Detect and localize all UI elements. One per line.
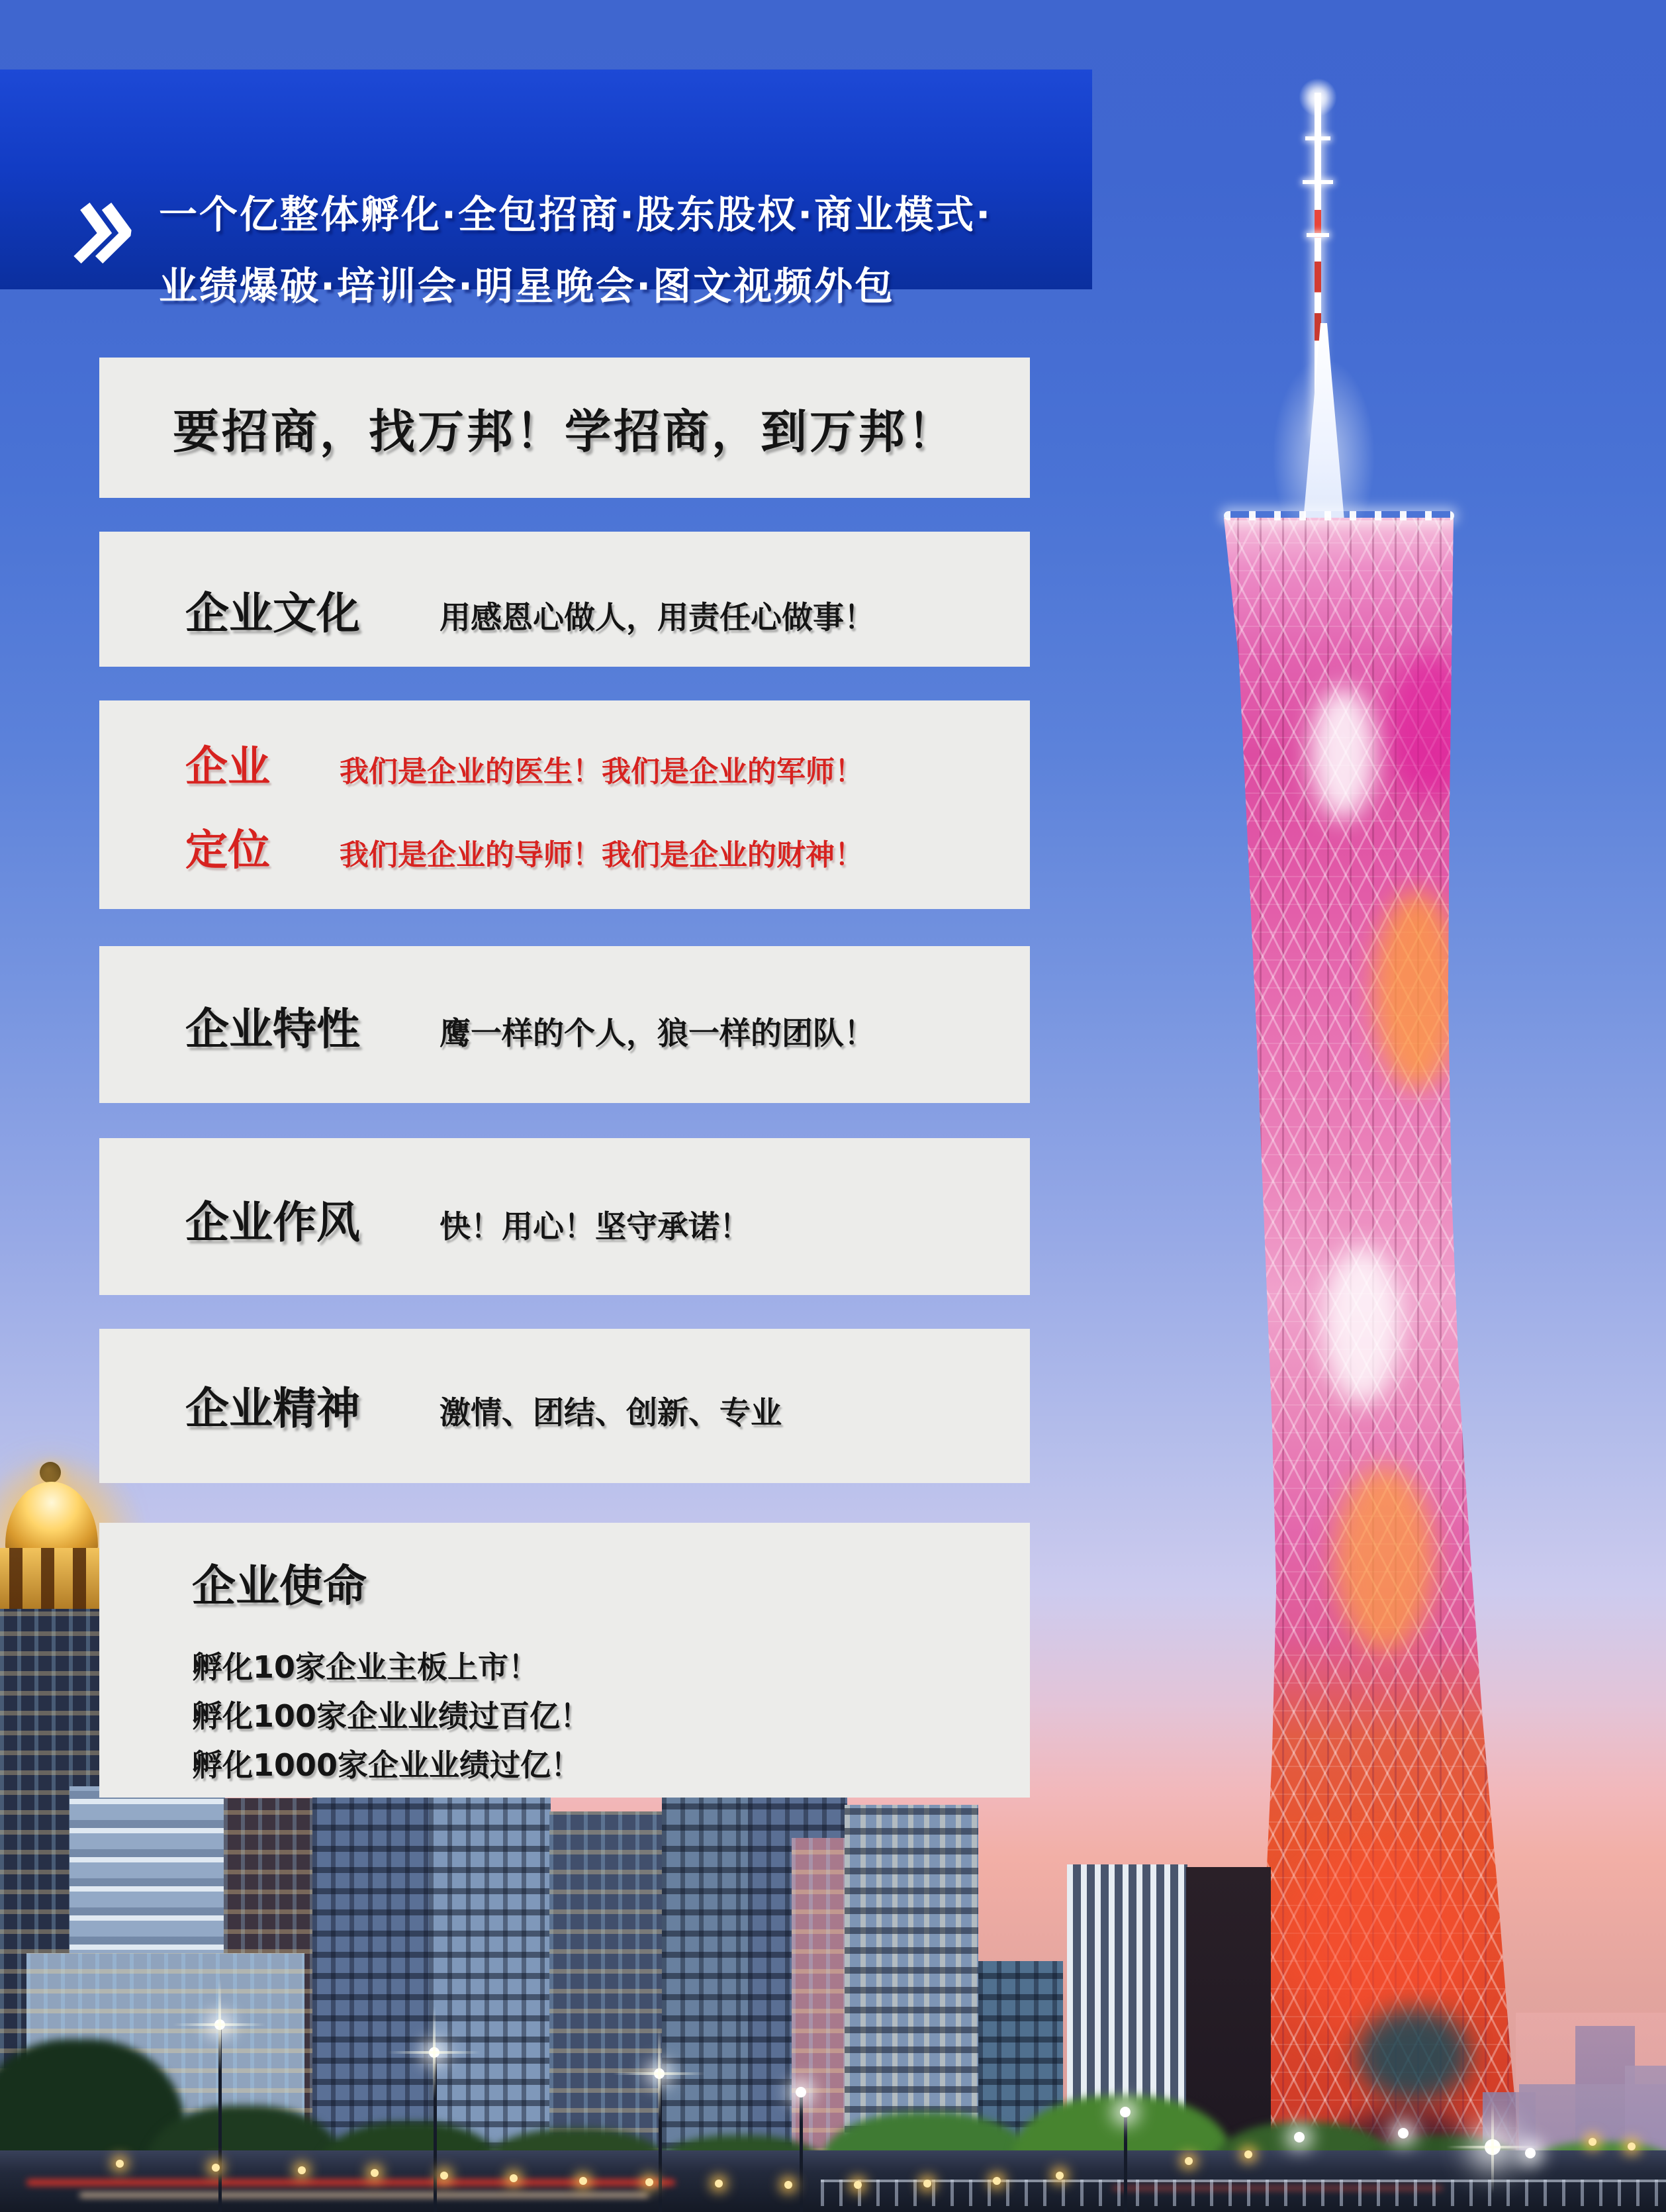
tower-light-patch <box>1358 2009 1470 2101</box>
promo-banner <box>0 70 1092 309</box>
street-light <box>579 2177 587 2185</box>
mission-line: 孵化1000家企业业绩过亿！ <box>192 1747 582 1783</box>
street-light <box>298 2166 306 2174</box>
street-light <box>1398 2128 1409 2139</box>
banner-line-1: 一个亿整体孵化·全包招商·股东股权·商业模式· <box>159 192 993 237</box>
street-light <box>1485 2139 1501 2155</box>
dome-finial <box>40 1462 61 1483</box>
card-trait <box>99 946 1030 1103</box>
tower-light-patch <box>1278 1839 1477 2038</box>
card-culture <box>99 532 1030 667</box>
street-light <box>371 2169 379 2177</box>
positioning-row-1 <box>185 733 1030 794</box>
culture-title: 企业文化 <box>185 588 360 639</box>
lamp-post <box>800 2096 803 2212</box>
spirit-text: 激情、团结、创新、专业 <box>440 1395 782 1431</box>
street-light <box>116 2160 124 2168</box>
banner-line-2: 业绩爆破·培训会·明星晚会·图文视频外包 <box>159 264 896 309</box>
street-light <box>993 2177 1001 2185</box>
tower-antenna-bar <box>1303 180 1333 184</box>
light-trail-red <box>26 2180 675 2186</box>
positioning-text-2: 我们是企业的导师！我们是企业的财神！ <box>340 838 864 872</box>
street-light <box>212 2164 220 2172</box>
street-light <box>1244 2150 1252 2158</box>
tower-antenna-bar <box>1305 136 1330 140</box>
tower-rim-lights <box>1224 511 1454 520</box>
style-title: 企业作风 <box>185 1197 360 1248</box>
street-light <box>645 2178 653 2186</box>
positioning-label-1: 企业 <box>185 742 270 792</box>
street-light <box>429 2047 440 2058</box>
street-light <box>654 2068 665 2079</box>
street-light <box>854 2181 862 2189</box>
trait-title: 企业特性 <box>185 1004 360 1055</box>
light-trail-white <box>79 2193 649 2197</box>
tower-light-patch <box>1322 1246 1402 1405</box>
street-light <box>440 2172 448 2180</box>
street-light <box>784 2181 792 2189</box>
tower-antenna-bar <box>1307 233 1329 237</box>
street-light <box>1628 2142 1636 2150</box>
gold-dome-colonnade <box>0 1548 105 1611</box>
tower-light-patch <box>1310 687 1376 820</box>
card-positioning <box>99 700 1030 909</box>
style-text: 快！用心！坚守承诺！ <box>440 1209 751 1245</box>
card-style <box>99 1138 1030 1295</box>
street-light <box>1056 2172 1064 2180</box>
slogan-text: 要招商，找万邦！学招商，到万邦！ <box>173 404 956 459</box>
card-mission <box>99 1523 1030 1798</box>
mission-line: 孵化10家企业主板上市！ <box>192 1649 539 1685</box>
street-light <box>1185 2157 1193 2165</box>
street-light <box>1589 2138 1597 2146</box>
tower-light-patch <box>1373 890 1459 1089</box>
mission-title: 企业使命 <box>192 1561 367 1611</box>
lamp-post <box>1124 2116 1127 2212</box>
spirit-title: 企业精神 <box>185 1383 360 1434</box>
street-light <box>214 2019 225 2030</box>
street-light <box>923 2180 931 2188</box>
culture-text: 用感恩心做人，用责任心做事！ <box>440 600 875 636</box>
street-light <box>1294 2132 1305 2142</box>
guardrail <box>821 2180 1666 2206</box>
positioning-text-1: 我们是企业的医生！我们是企业的军师！ <box>340 754 864 789</box>
street-light <box>510 2174 518 2182</box>
card-slogan <box>99 358 1030 498</box>
trait-text: 鹰一样的个人，狼一样的团队！ <box>440 1016 875 1052</box>
street-light <box>796 2087 806 2097</box>
tower-light-patch <box>1335 1467 1434 1652</box>
street-light <box>715 2180 723 2188</box>
positioning-row-2 <box>185 816 1030 877</box>
street-light <box>1525 2148 1536 2158</box>
positioning-label-2: 定位 <box>185 826 270 875</box>
card-spirit <box>99 1329 1030 1483</box>
double-chevron-right-icon <box>68 202 135 264</box>
mission-line: 孵化100家企业业绩过百亿！ <box>192 1698 591 1734</box>
street-light <box>1120 2107 1131 2117</box>
